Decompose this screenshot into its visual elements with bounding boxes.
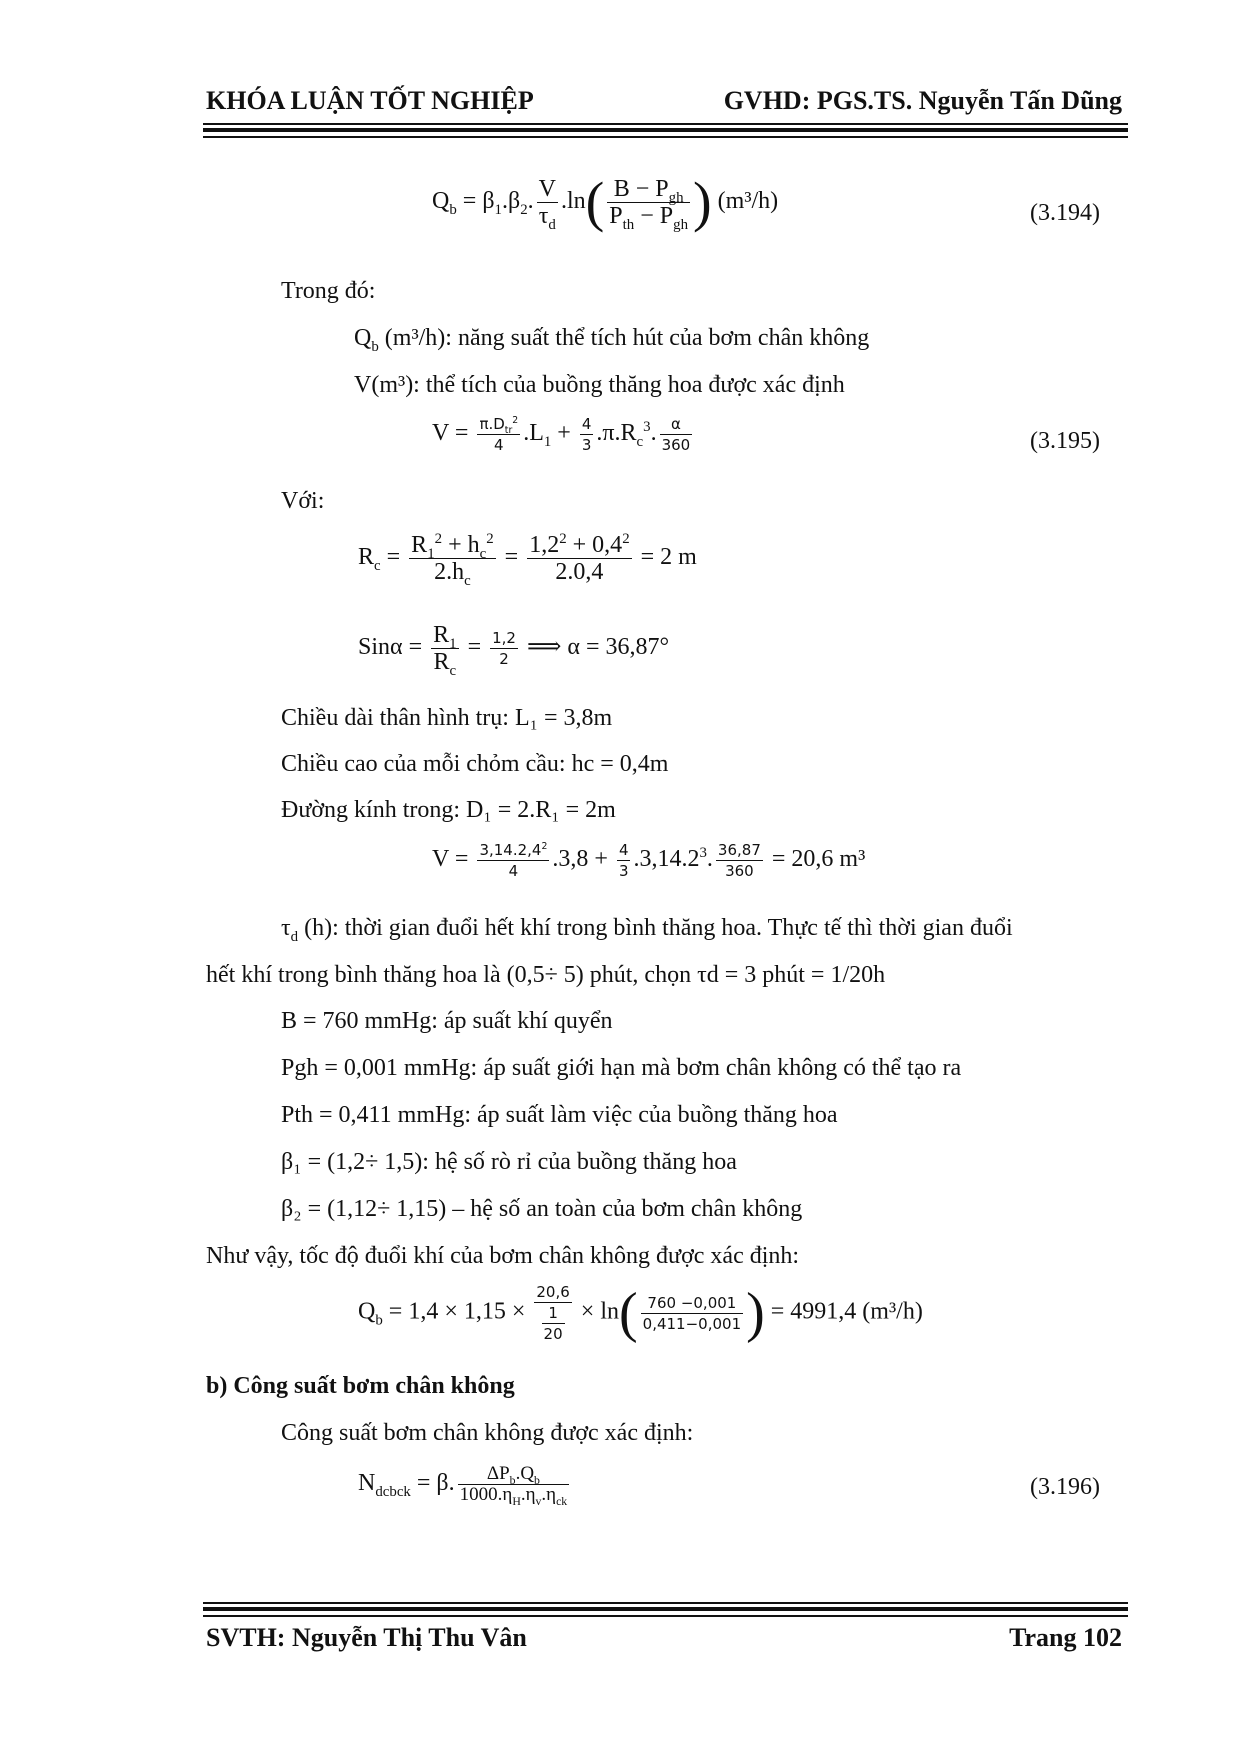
trong-do-label: Trong đó: (281, 278, 376, 304)
hc-line: Chiều cao của mỗi chỏm cầu: hc = 0,4m (281, 751, 669, 777)
header-rule-1 (203, 123, 1128, 125)
footer-left: SVTH: Nguyễn Thị Thu Vân (206, 1623, 527, 1652)
eq-number-194: (3.194) (1030, 200, 1100, 226)
nhu-vay-line: Như vậy, tốc độ đuổi khí của bơm chân không được xác định: (206, 1243, 800, 1269)
l1-line: Chiều dài thân hình trụ: L₁ = 3,8m (281, 705, 613, 731)
b-line: B = 760 mmHg: áp suất khí quyển (281, 1008, 613, 1034)
eq-number-196: (3.196) (1030, 1474, 1100, 1500)
d1-line: Đường kính trong: D₁ = 2.R₁ = 2m (281, 797, 616, 823)
v-numeric-equation: V = $\frac{3,14.2,4^2}{4}$ .3,8 + $\frac{4}{3}$ .3,14.2$^3$. $\frac{36,87}{360}$ = 20,6 m³ (432, 841, 866, 880)
cong-suat-line: Công suất bơm chân không được xác định: (281, 1420, 694, 1446)
rc-result: = 2 m (640, 544, 697, 571)
section-b-heading: b) Công suất bơm chân không (206, 1373, 515, 1399)
equation-3-195: V = $\frac{\pi.D_{tr}^2}{4}$ $.L_1$ + $\frac{4}{3}$ $.\pi.R_c^3$. $\frac{\alpha}{360}$ (432, 415, 691, 454)
qb-definition-text: (m³/h): năng suất thể tích hút của bơm chân không (384, 325, 870, 351)
qb-result: = 4991,4 (m³/h) (770, 1298, 923, 1325)
tau-line-1-text: (h): thời gian đuổi hết khí trong bình thăng hoa. Thực tế thì thời gian đuổi (304, 915, 1013, 941)
beta1-line: β₁ = (1,2÷ 1,5): hệ số rò rỉ của buồng thăng hoa (281, 1149, 737, 1175)
tau-line-1: $\tau_d$ (h): thời gian đuổi hết khí trong bình thăng hoa. Thực tế thì thời gian đuổi (281, 915, 1013, 945)
v-result: = 20,6 m³ (771, 846, 866, 873)
tau-line-2: hết khí trong bình thăng hoa là (0,5÷ 5) phút, chọn τd = 3 phút = 1/20h (206, 962, 886, 988)
header-left: KHÓA LUẬN TỐT NGHIỆP (206, 86, 534, 115)
pgh-line: Pgh = 0,001 mmHg: áp suất giới hạn mà bơm chân không có thể tạo ra (281, 1055, 962, 1081)
qb-numeric-equation: $Q_b = 1,4 \times 1,15$ × $\frac{20,6}{\frac{1}{20}}$ × ln( $\frac{760 -0,001}{0,411-0,001}$ ) = 4991,4 (m³/h) (358, 1282, 923, 1344)
equation-3-196: $N_{dcbck} = \beta$. $\frac{\Delta P_b.Q_b}{1000.\eta_H.\eta_v.\eta_{ck}}$ (358, 1463, 568, 1508)
voi-label: Với: (281, 488, 325, 514)
pth-line: Pth = 0,411 mmHg: áp suất làm việc của buồng thăng hoa (281, 1102, 838, 1128)
eq-number-195: (3.195) (1030, 428, 1100, 454)
qb-definition: $Q_b$ (m³/h): năng suất thể tích hút của bơm chân không (354, 325, 870, 355)
footer-right: Trang 102 (1009, 1623, 1122, 1652)
alpha-result: ⟹ α = 36,87° (526, 634, 670, 661)
v-definition: V(m³): thể tích của buồng thăng hoa được xác định (354, 372, 845, 398)
equation-3-194: $Q_b = \beta_1.\beta_2$. $\frac{V}{\tau_d}$ .ln( $\frac{B - P_{gh}}{P_{th} - P_{gh}}$ ) (m³/h) (432, 171, 779, 234)
sin-alpha-equation: Sinα = $\frac{R_1}{R_c}$ = $\frac{1,2}{2}$ ⟹ α = 36,87° (358, 622, 670, 679)
beta2-line: β₂ = (1,12÷ 1,15) – hệ số an toàn của bơm chân không (281, 1196, 803, 1222)
header-rule-3 (203, 136, 1128, 138)
header-rule-2 (203, 128, 1128, 132)
eq194-unit: (m³/h) (717, 188, 779, 215)
footer-rule-2 (203, 1607, 1128, 1611)
rc-equation: $R_c$ = $\frac{R_1^2 + h_c^2}{2.h_c}$ = $\frac{1,2^2 + 0,4^2}{2.0,4}$ = 2 m (358, 531, 697, 589)
footer-rule-3 (203, 1615, 1128, 1617)
footer-rule-1 (203, 1602, 1128, 1604)
header-right: GVHD: PGS.TS. Nguyễn Tấn Dũng (723, 86, 1122, 115)
